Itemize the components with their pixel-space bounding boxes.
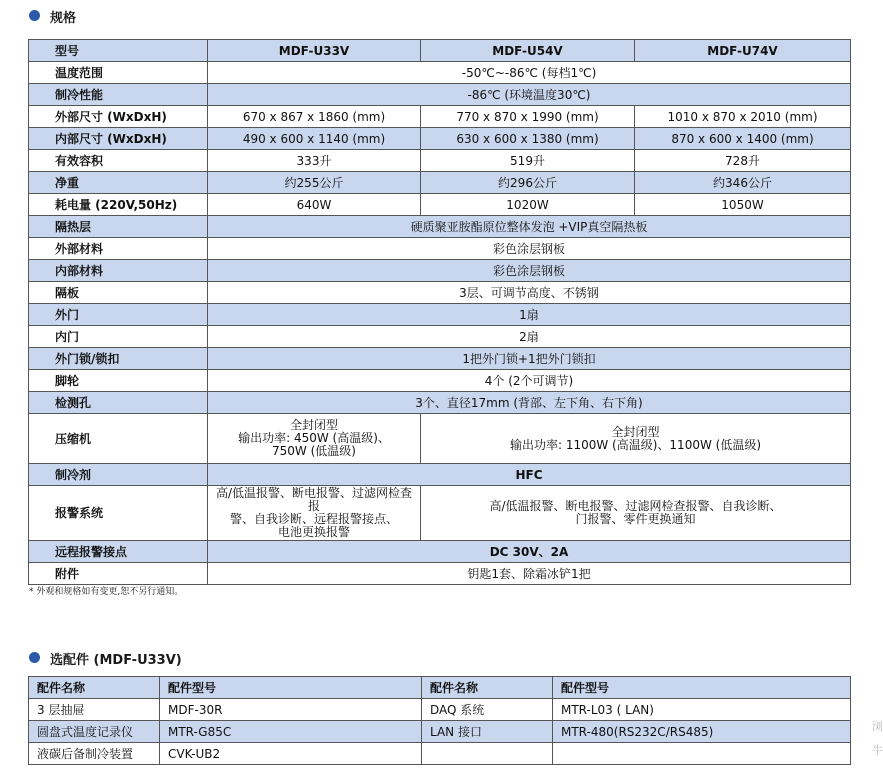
row-label: 隔热层 [29,216,208,238]
cell: CVK-UB2 [160,743,422,765]
row-value: -86℃ (环境温度30℃) [208,84,851,106]
table-header-row [29,40,851,62]
row-value: 3层、可调节高度、不锈钢 [208,282,851,304]
cell-line: 警、自我诊断、远程报警接点、 [229,512,398,526]
cell: DAQ 系统 [422,699,553,721]
table-row [29,282,851,304]
table-row [29,370,851,392]
row-value: 钥匙1套、除霜冰铲1把 [208,563,851,585]
table-row [29,128,851,150]
cell-line: 全封闭型 [611,424,660,439]
row-label: 报警系统 [29,486,208,541]
row-label: 净重 [29,172,208,194]
header-cell: 配件名称 [422,677,553,699]
row-label: 外部尺寸 (WxDxH) [29,106,208,128]
table-row [29,62,851,84]
table-row [29,194,851,216]
side-mark: 牛 [872,744,883,757]
row-value: 彩色涂层钢板 [208,238,851,260]
row-label: 外门 [29,304,208,326]
row-label: 温度范围 [29,62,208,84]
options-section-title: 选配件 (MDF-U33V) [50,653,182,668]
row-value: 彩色涂层钢板 [208,260,851,282]
section-bullet-icon [29,10,40,21]
cell: MTR-480(RS232C/RS485) [553,721,851,743]
row-value: 1扇 [208,304,851,326]
cell: 圆盘式温度记录仪 [29,721,160,743]
table-row [29,392,851,414]
section-bullet-icon [29,652,40,663]
table-row [29,721,851,743]
header-cell: MDF-U54V [421,40,635,62]
row-value: 728升 [635,150,851,172]
row-label: 压缩机 [29,414,208,464]
row-value: 3个、直径17mm (背部、左下角、右下角) [208,392,851,414]
cell-line: 输出功率: 1100W (高温级)、1100W (低温级) [509,437,762,452]
row-label: 附件 [29,563,208,585]
header-cell: 配件名称 [29,677,160,699]
row-value: 约255公斤 [208,172,421,194]
row-label: 外部材料 [29,238,208,260]
row-label: 远程报警接点 [29,541,208,563]
table-row-alarm [29,486,851,541]
row-value: 硬质聚亚胺酯原位整体发泡 +VIP真空隔热板 [208,216,851,238]
cell-line: 高/低温报警、断电报警、过滤网检查报 [215,486,413,513]
table-row [29,150,851,172]
row-value: HFC [208,464,851,486]
cell: 液碳后备制冷装置 [29,743,160,765]
row-value: 约346公斤 [635,172,851,194]
disclaimer-note: * 外观和规格如有变更,恕不另行通知。 [29,587,184,597]
table-row [29,326,851,348]
cell: MDF-30R [160,699,422,721]
table-row [29,216,851,238]
table-row [29,84,851,106]
table-row [29,563,851,585]
cell [553,743,851,765]
cell: MTR-L03 ( LAN) [553,699,851,721]
table-row-compressor [29,414,851,464]
cell-line: 高/低温报警、断电报警、过滤网检查报警、自我诊断、 [489,499,782,513]
row-value: 770 x 870 x 1990 (mm) [421,106,635,128]
cell-line: 750W (低温级) [272,444,356,458]
row-value: 333升 [208,150,421,172]
table-row [29,106,851,128]
row-value: 490 x 600 x 1140 (mm) [208,128,421,150]
table-row [29,260,851,282]
row-label: 检测孔 [29,392,208,414]
row-value: 1把外门锁+1把外门锁扣 [208,348,851,370]
header-cell: MDF-U74V [635,40,851,62]
cell-line: 全封闭型 [289,418,338,432]
row-label: 制冷剂 [29,464,208,486]
alarm-u33v-cell [208,486,421,541]
spec-section-title: 规格 [50,11,77,26]
table-header-row [29,677,851,699]
cell: LAN 接口 [422,721,553,743]
table-row [29,238,851,260]
options-table [28,676,851,765]
row-label: 脚轮 [29,370,208,392]
table-row [29,304,851,326]
row-label: 内部尺寸 (WxDxH) [29,128,208,150]
table-row [29,348,851,370]
row-value: DC 30V、2A [208,541,851,563]
row-label: 外门锁/锁扣 [29,348,208,370]
row-label: 制冷性能 [29,84,208,106]
table-row [29,464,851,486]
row-value: 约296公斤 [421,172,635,194]
row-label: 内部材料 [29,260,208,282]
row-value: 519升 [421,150,635,172]
table-row [29,541,851,563]
cell-line: 门报警、零件更换通知 [575,512,696,526]
row-value: 2扇 [208,326,851,348]
compressor-u54v-u74v-cell [421,414,851,464]
cell-line: 输出功率: 450W (高温级)、 [238,431,390,445]
row-value: 1050W [635,194,851,216]
row-label: 耗电量 (220V,50Hz) [29,194,208,216]
row-label: 有效容积 [29,150,208,172]
table-row [29,172,851,194]
row-value: 870 x 600 x 1400 (mm) [635,128,851,150]
table-row [29,699,851,721]
row-value: -50℃~-86℃ (每档1℃) [208,62,851,84]
row-value: 1020W [421,194,635,216]
row-label: 内门 [29,326,208,348]
table-row [29,743,851,765]
header-cell: 型号 [29,40,208,62]
cell-line: 电池更换报警 [277,525,350,539]
alarm-u54v-u74v-cell [421,486,851,541]
row-label: 隔板 [29,282,208,304]
cell: 3 层抽屉 [29,699,160,721]
row-value: 640W [208,194,421,216]
cell [422,743,553,765]
header-cell: MDF-U33V [208,40,421,62]
side-mark: 浏 [872,720,883,733]
cell: MTR-G85C [160,721,422,743]
header-cell: 配件型号 [160,677,422,699]
row-value: 670 x 867 x 1860 (mm) [208,106,421,128]
header-cell: 配件型号 [553,677,851,699]
compressor-u33v-cell [208,414,421,464]
row-value: 4个 (2个可调节) [208,370,851,392]
row-value: 630 x 600 x 1380 (mm) [421,128,635,150]
spec-table [28,39,851,585]
row-value: 1010 x 870 x 2010 (mm) [635,106,851,128]
